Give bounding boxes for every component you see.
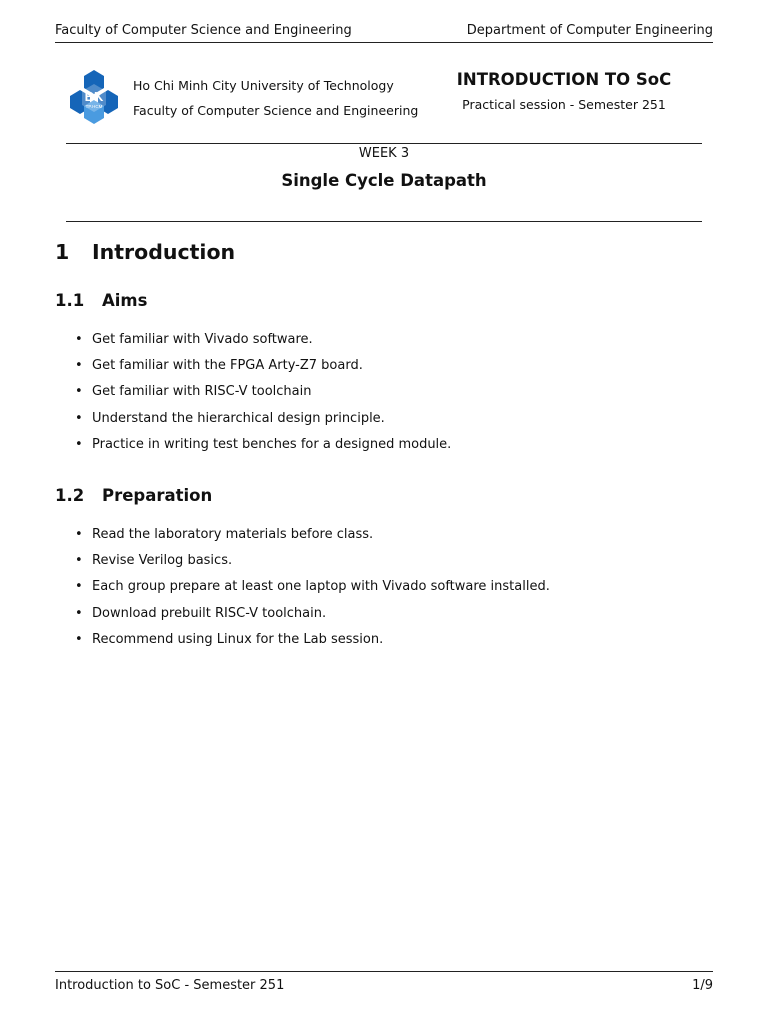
subsection-title: Preparation [102,486,213,505]
bullet-icon: • [75,631,83,647]
title-rule-bottom [66,221,702,222]
list-item: • Understand the hierarchical design principle. [75,406,451,432]
aims-list [75,327,451,458]
university-name: Ho Chi Minh City University of Technology [133,78,394,93]
bullet-icon: • [75,527,83,542]
title-block [66,66,702,126]
header-department: Department of Computer Engineering [466,23,713,38]
bullet-icon: • [75,553,83,569]
section-title: Introduction [92,240,236,264]
list-item: • Recommend using Linux for the Lab session. [75,627,550,653]
institution-info [133,73,418,123]
title-rule-top [66,143,702,144]
bullet-icon: • [75,358,83,374]
running-footer [55,971,713,993]
list-item: • Practice in writing test benches for a designed module. [75,432,451,458]
lab-topic: Single Cycle Datapath [281,171,487,190]
bullet-icon: • [75,384,83,400]
logo-subtext: TP.HCM [85,104,103,109]
bullet-icon: • [75,332,83,347]
section-heading [55,240,235,264]
subsection-heading-preparation [55,486,212,505]
bullet-icon: • [75,605,83,621]
subsection-number: 1.1 [55,291,85,310]
preparation-list [75,522,550,653]
logo-text: BK [84,89,104,104]
list-item: • Each group prepare at least one laptop with Vivado software installed. [75,574,550,600]
subsection-title: Aims [102,291,148,310]
course-title: INTRODUCTION TO SoC [456,70,672,89]
footer-course: Introduction to SoC - Semester 251 [55,978,285,993]
list-item: • Download prebuilt RISC-V toolchain. [75,601,550,627]
list-item: • Get familiar with Vivado software. [75,327,451,353]
page-number: 1/9 [692,978,713,993]
subsection-number: 1.2 [55,486,85,505]
list-item: • Get familiar with the FPGA Arty-Z7 board. [75,353,451,379]
bullet-icon: • [75,436,83,452]
bullet-icon: • [75,410,83,426]
subsection-heading-aims [55,291,147,310]
university-logo [66,68,122,124]
section-number: 1 [55,240,70,264]
bullet-icon: • [75,579,83,595]
list-item: • Revise Verilog basics. [75,548,550,574]
week-label: WEEK 3 [358,146,410,161]
list-item: • Read the laboratory materials before class. [75,522,550,548]
course-info [436,68,692,118]
session-info: Practical session - Semester 251 [462,97,666,112]
running-header [55,22,713,43]
header-faculty: Faculty of Computer Science and Engineering [55,23,352,38]
list-item: • Get familiar with RISC-V toolchain [75,379,451,405]
faculty-name: Faculty of Computer Science and Engineering [133,103,419,118]
